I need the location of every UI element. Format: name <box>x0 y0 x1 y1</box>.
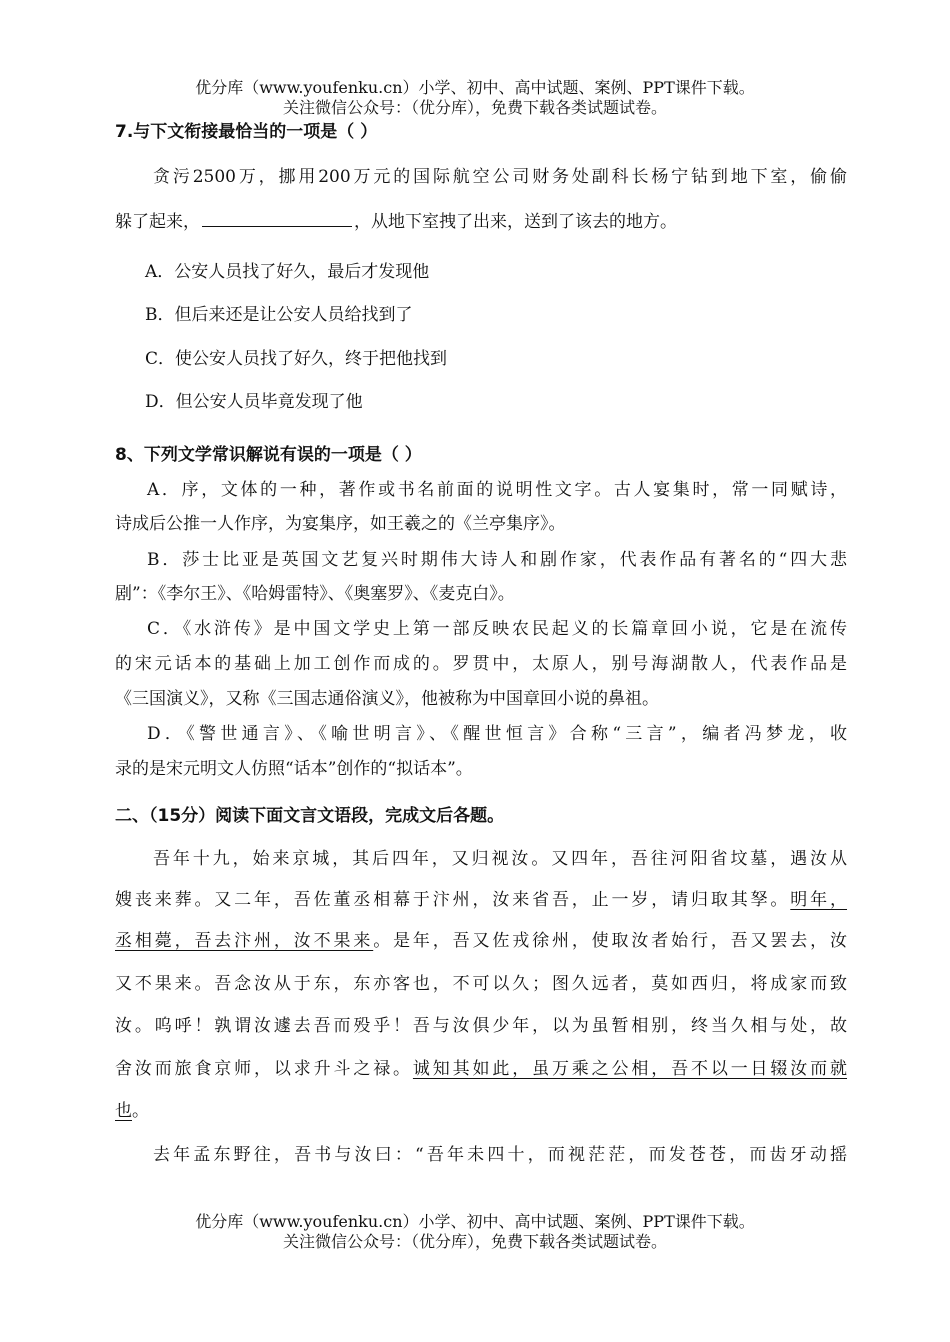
q8-title: 8、下列文学常识解说有误的一项是（ ） <box>115 445 422 465</box>
q7-title: 7.与下文衔接最恰当的一项是（ ） <box>115 122 378 142</box>
underlined-sentence-1-start: 明年， <box>790 890 848 910</box>
underlined-sentence-2-start: 诚知其如此，虽万乘之公相，吾不以一日辍汝而就 <box>412 1059 848 1079</box>
section2-title: 二、（15分）阅读下面文言文语段，完成文后各题。 <box>115 806 505 826</box>
passage-line-4: 又不果来。吾念汝从于东，东亦客也，不可以久；图久远者，莫如西归，将成家而致 <box>115 974 847 994</box>
q8-option-c-line-3: 《三国演义》，又称《三国志通俗演义》，他被称为中国章回小说的鼻祖。 <box>115 689 659 709</box>
q7-passage-end: ，从地下室拽了出来，送到了该去的地方。 <box>354 212 677 232</box>
q7-option-c: C．使公安人员找了好久，终于把他找到 <box>145 349 448 369</box>
footer-line-2: 关注微信公众号：（优分库），免费下载各类试题试卷。 <box>282 1232 667 1251</box>
q7-answer-blank <box>202 208 352 227</box>
passage-line-7-text: 。 <box>132 1101 149 1121</box>
passage-line-7 <box>115 1099 149 1123</box>
q8-option-a-line-1: A．序，文体的一种，著作或书名前面的说明性文字。古人宴集时，常一同赋诗， <box>147 480 847 500</box>
passage-line-1: 吾年十九，始来京城，其后四年，又归视汝。又四年，吾往河阳省坟墓，遇汝从 <box>153 849 847 869</box>
passage-line-3 <box>115 929 847 953</box>
passage-line-6-text: 舍汝而旅食京师，以求升斗之禄。 <box>115 1059 413 1079</box>
q8-option-a-line-2: 诗成后公推一人作序，为宴集序，如王羲之的《兰亭集序》。 <box>115 514 566 534</box>
q8-option-b-line-1: B．莎士比亚是英国文艺复兴时期伟大诗人和剧作家，代表作品有著名的“四大悲 <box>147 550 847 570</box>
page-header <box>0 78 950 118</box>
q7-passage-line-1: 贪污2500万，挪用200万元的国际航空公司财务处副科长杨宁钻到地下室，偷偷 <box>153 167 847 187</box>
q8-option-b-line-2: 剧”：《李尔王》、《哈姆雷特》、《奥塞罗》、《麦克白》。 <box>115 584 515 604</box>
q8-option-d-line-2: 录的是宋元明文人仿照“话本”创作的“拟话本”。 <box>115 759 473 779</box>
passage-line-5: 汝。呜呼！孰谓汝遽去吾而殁乎！吾与汝俱少年，以为虽暂相别，终当久相与处，故 <box>115 1016 847 1036</box>
q7-passage-line-2 <box>115 208 677 234</box>
passage-line-2-text: 嫂丧来葬。又二年，吾佐董丞相幕于汴州，汝来省吾，止一岁，请归取其孥。 <box>115 890 791 910</box>
q8-option-d-line-1: D．《警世通言》、《喻世明言》、《醒世恒言》合称“三言”，编者冯梦龙，收 <box>147 724 847 744</box>
q8-option-c-line-2: 的宋元话本的基础上加工创作而成的。罗贯中，太原人，别号海湖散人，代表作品是 <box>115 654 847 674</box>
q7-option-a: A．公安人员找了好久，最后才发现他 <box>145 262 430 282</box>
q7-passage-start: 躲了起来， <box>115 212 200 232</box>
page-footer <box>0 1212 950 1252</box>
header-line-2: 关注微信公众号：（优分库），免费下载各类试题试卷。 <box>282 98 667 117</box>
passage-2-line-1: 去年孟东野往，吾书与汝曰：“吾年未四十，而视茫茫，而发苍苍，而齿牙动摇 <box>153 1145 847 1165</box>
underlined-sentence-2-end: 也 <box>115 1101 132 1121</box>
passage-line-6 <box>115 1057 847 1081</box>
passage-line-3-text: 。是年，吾又佐戎徐州，使取汝者始行，吾又罢去，汝 <box>373 931 848 951</box>
passage-line-2 <box>115 888 847 912</box>
underlined-sentence-1-end: 丞相薨，吾去汴州，汝不果来 <box>115 931 374 951</box>
q7-option-b: B．但后来还是让公安人员给找到了 <box>145 305 413 325</box>
footer-line-1: 优分库（www.youfenku.cn）小学、初中、高中试题、案例、PPT课件下载。 <box>195 1212 755 1231</box>
q8-option-c-line-1: C．《水浒传》是中国文学史上第一部反映农民起义的长篇章回小说，它是在流传 <box>147 619 847 639</box>
q7-option-d: D．但公安人员毕竟发现了他 <box>145 392 363 412</box>
header-line-1: 优分库（www.youfenku.cn）小学、初中、高中试题、案例、PPT课件下载。 <box>195 78 755 97</box>
